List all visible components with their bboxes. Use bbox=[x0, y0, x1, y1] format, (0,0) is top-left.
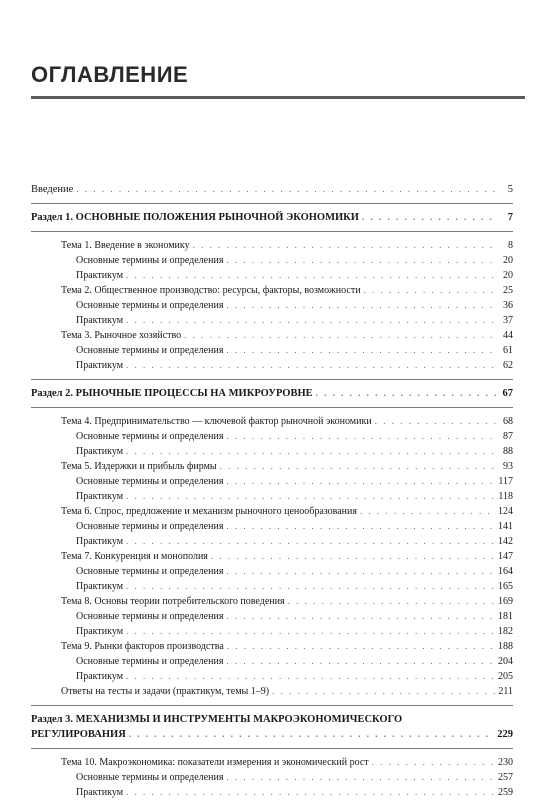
toc-subitem[interactable] bbox=[31, 268, 513, 283]
toc-subitem[interactable] bbox=[31, 489, 513, 504]
dot-leader bbox=[129, 727, 494, 742]
toc-page: 5 bbox=[507, 184, 513, 195]
dot-leader bbox=[372, 755, 495, 770]
dot-leader bbox=[226, 253, 496, 268]
dot-leader bbox=[226, 519, 495, 534]
section-divider bbox=[31, 379, 513, 380]
toc-label: Основные термины и определения bbox=[76, 611, 224, 622]
toc-subitem[interactable] bbox=[31, 579, 513, 594]
dot-leader bbox=[360, 504, 495, 519]
dot-leader bbox=[226, 770, 495, 785]
toc-label: Тема 8. Основы теории потребительского поведения bbox=[61, 596, 285, 607]
dot-leader bbox=[375, 414, 496, 429]
dot-leader bbox=[126, 268, 496, 283]
toc-page: 124 bbox=[498, 506, 513, 517]
toc-label: Основные термины и определения bbox=[76, 476, 224, 487]
dot-leader bbox=[193, 238, 496, 253]
dot-leader bbox=[184, 328, 496, 343]
toc-page: 118 bbox=[498, 491, 513, 502]
toc-page: 8 bbox=[508, 240, 513, 251]
toc-label: Основные термины и определения bbox=[76, 566, 224, 577]
toc-page: 37 bbox=[503, 315, 513, 326]
toc-label: Основные термины и определения bbox=[76, 345, 224, 356]
toc-label: Практикум bbox=[76, 270, 124, 281]
toc-label: Практикум bbox=[76, 671, 124, 682]
dot-leader bbox=[227, 639, 495, 654]
toc-page: 68 bbox=[503, 416, 513, 427]
title-rule bbox=[31, 96, 525, 99]
dot-leader bbox=[226, 343, 496, 358]
section-divider bbox=[31, 231, 513, 232]
toc-subitem[interactable] bbox=[31, 609, 513, 624]
toc-page: 204 bbox=[498, 656, 513, 667]
toc-subitem[interactable] bbox=[31, 785, 513, 800]
toc-page: 7 bbox=[507, 212, 513, 223]
toc-topic-3[interactable] bbox=[31, 328, 513, 343]
toc-page: 257 bbox=[498, 772, 513, 783]
toc-label: Тема 3. Рыночное хозяйство bbox=[61, 330, 182, 341]
toc-page: 229 bbox=[497, 729, 513, 740]
toc-topic-5[interactable] bbox=[31, 459, 513, 474]
toc-label: Тема 9. Рынки факторов производства bbox=[61, 641, 224, 652]
toc-topic-7[interactable] bbox=[31, 549, 513, 564]
dot-leader bbox=[226, 564, 495, 579]
toc-label: Основные термины и определения bbox=[76, 300, 224, 311]
dot-leader bbox=[76, 182, 496, 197]
section-divider bbox=[31, 705, 513, 706]
toc-label: Тема 4. Предпринимательство — ключевой фактор рыночной экономики bbox=[61, 416, 372, 427]
dot-leader bbox=[211, 549, 495, 564]
toc-label: Тема 6. Спрос, предложение и механизм рыночного ценообразования bbox=[61, 506, 357, 517]
page-title: ОГЛАВЛЕНИЕ bbox=[31, 62, 189, 87]
toc-page: 181 bbox=[498, 611, 513, 622]
dot-leader bbox=[126, 444, 496, 459]
toc-label: Практикум bbox=[76, 315, 124, 326]
toc-label: Раздел 3. МЕХАНИЗМЫ И ИНСТРУМЕНТЫ МАКРОЭКОНОМИЧЕСКОГО bbox=[31, 714, 403, 725]
section-divider bbox=[31, 407, 513, 408]
dot-leader bbox=[126, 534, 495, 549]
toc-label: Ответы на тесты и задачи (практикум, темы 1–9) bbox=[61, 686, 270, 697]
toc-subitem[interactable] bbox=[31, 298, 513, 313]
toc-subitem[interactable] bbox=[31, 770, 513, 785]
toc-label: Практикум bbox=[76, 446, 124, 457]
toc-label: Введение bbox=[31, 184, 74, 195]
toc-page: 117 bbox=[498, 476, 513, 487]
dot-leader bbox=[288, 594, 495, 609]
toc-page: 188 bbox=[498, 641, 513, 652]
toc-page: 141 bbox=[498, 521, 513, 532]
toc-page: 62 bbox=[503, 360, 513, 371]
dot-leader bbox=[316, 386, 496, 401]
toc-subitem[interactable] bbox=[31, 444, 513, 459]
toc-page: 169 bbox=[498, 596, 513, 607]
toc-page: 211 bbox=[498, 686, 513, 697]
toc-page: 142 bbox=[498, 536, 513, 547]
toc-page: 20 bbox=[503, 270, 513, 281]
toc-subitem[interactable] bbox=[31, 654, 513, 669]
toc-page: 25 bbox=[503, 285, 513, 296]
toc-label: Раздел 2. РЫНОЧНЫЕ ПРОЦЕССЫ НА МИКРОУРОВНЕ bbox=[31, 388, 313, 399]
toc-subitem[interactable] bbox=[31, 624, 513, 639]
dot-leader bbox=[126, 358, 496, 373]
toc-topic-2[interactable] bbox=[31, 283, 513, 298]
toc-page: 182 bbox=[498, 626, 513, 637]
toc-page: 230 bbox=[498, 757, 513, 768]
toc-label: Основные термины и определения bbox=[76, 431, 224, 442]
toc-section-3-line1[interactable] bbox=[31, 712, 513, 727]
toc-page: 67 bbox=[502, 388, 513, 399]
dot-leader bbox=[226, 429, 496, 444]
toc-label: Тема 1. Введение в экономику bbox=[61, 240, 190, 251]
toc-label: Практикум bbox=[76, 581, 124, 592]
toc-topic-10[interactable] bbox=[31, 755, 513, 770]
toc-page: 20 bbox=[503, 255, 513, 266]
toc-answers[interactable] bbox=[31, 684, 513, 699]
toc-topic-8[interactable] bbox=[31, 594, 513, 609]
toc-subitem[interactable] bbox=[31, 253, 513, 268]
dot-leader bbox=[126, 579, 495, 594]
toc-page: 164 bbox=[498, 566, 513, 577]
toc-label: РЕГУЛИРОВАНИЯ bbox=[31, 729, 126, 740]
toc-subitem[interactable] bbox=[31, 313, 513, 328]
toc-label: Раздел 1. ОСНОВНЫЕ ПОЛОЖЕНИЯ РЫНОЧНОЙ ЭКОНОМИКИ bbox=[31, 212, 359, 223]
toc-subitem[interactable] bbox=[31, 564, 513, 579]
toc-label: Практикум bbox=[76, 360, 124, 371]
toc-section-3-line2[interactable] bbox=[31, 727, 513, 742]
dot-leader bbox=[126, 785, 495, 800]
toc-page: 61 bbox=[503, 345, 513, 356]
section-divider bbox=[31, 748, 513, 749]
dot-leader bbox=[272, 684, 495, 699]
toc-topic-4[interactable] bbox=[31, 414, 513, 429]
dot-leader bbox=[364, 283, 496, 298]
toc-label: Основные термины и определения bbox=[76, 521, 224, 532]
toc-section-2[interactable] bbox=[31, 386, 513, 401]
toc-label: Основные термины и определения bbox=[76, 772, 224, 783]
toc-subitem[interactable] bbox=[31, 358, 513, 373]
toc-topic-9[interactable] bbox=[31, 639, 513, 654]
section-divider bbox=[31, 203, 513, 204]
toc-subitem[interactable] bbox=[31, 343, 513, 358]
toc-entry-intro[interactable] bbox=[31, 182, 513, 197]
toc-subitem[interactable] bbox=[31, 429, 513, 444]
toc-label: Тема 10. Макроэкономика: показатели измерения и экономический рост bbox=[61, 757, 369, 768]
toc-subitem[interactable] bbox=[31, 519, 513, 534]
toc-label: Основные термины и определения bbox=[76, 255, 224, 266]
toc-label: Тема 5. Издержки и прибыль фирмы bbox=[61, 461, 217, 472]
toc-label: Практикум bbox=[76, 626, 124, 637]
dot-leader bbox=[126, 313, 496, 328]
toc-page: 205 bbox=[498, 671, 513, 682]
dot-leader bbox=[220, 459, 496, 474]
toc-page: 259 bbox=[498, 787, 513, 798]
dot-leader bbox=[126, 624, 495, 639]
toc-page: 165 bbox=[498, 581, 513, 592]
toc-label: Тема 7. Конкуренция и монополия bbox=[61, 551, 208, 562]
toc-page: 44 bbox=[503, 330, 513, 341]
toc-label: Практикум bbox=[76, 491, 124, 502]
dot-leader bbox=[226, 298, 496, 313]
dot-leader bbox=[126, 489, 495, 504]
toc-topic-6[interactable] bbox=[31, 504, 513, 519]
toc-label: Основные термины и определения bbox=[76, 656, 224, 667]
dot-leader bbox=[126, 669, 495, 684]
dot-leader bbox=[362, 210, 496, 225]
toc-page: 147 bbox=[498, 551, 513, 562]
toc-subitem[interactable] bbox=[31, 669, 513, 684]
toc-section-1[interactable] bbox=[31, 210, 513, 225]
dot-leader bbox=[226, 609, 495, 624]
toc-subitem[interactable] bbox=[31, 534, 513, 549]
toc-page: 88 bbox=[503, 446, 513, 457]
toc-label: Практикум bbox=[76, 536, 124, 547]
table-of-contents bbox=[31, 182, 513, 800]
dot-leader bbox=[226, 654, 495, 669]
toc-topic-1[interactable] bbox=[31, 238, 513, 253]
toc-page: 36 bbox=[503, 300, 513, 311]
toc-label: Практикум bbox=[76, 787, 124, 798]
toc-label: Тема 2. Общественное производство: ресурсы, факторы, возможности bbox=[61, 285, 361, 296]
toc-page: 87 bbox=[503, 431, 513, 442]
dot-leader bbox=[226, 474, 495, 489]
toc-subitem[interactable] bbox=[31, 474, 513, 489]
toc-page: 93 bbox=[503, 461, 513, 472]
